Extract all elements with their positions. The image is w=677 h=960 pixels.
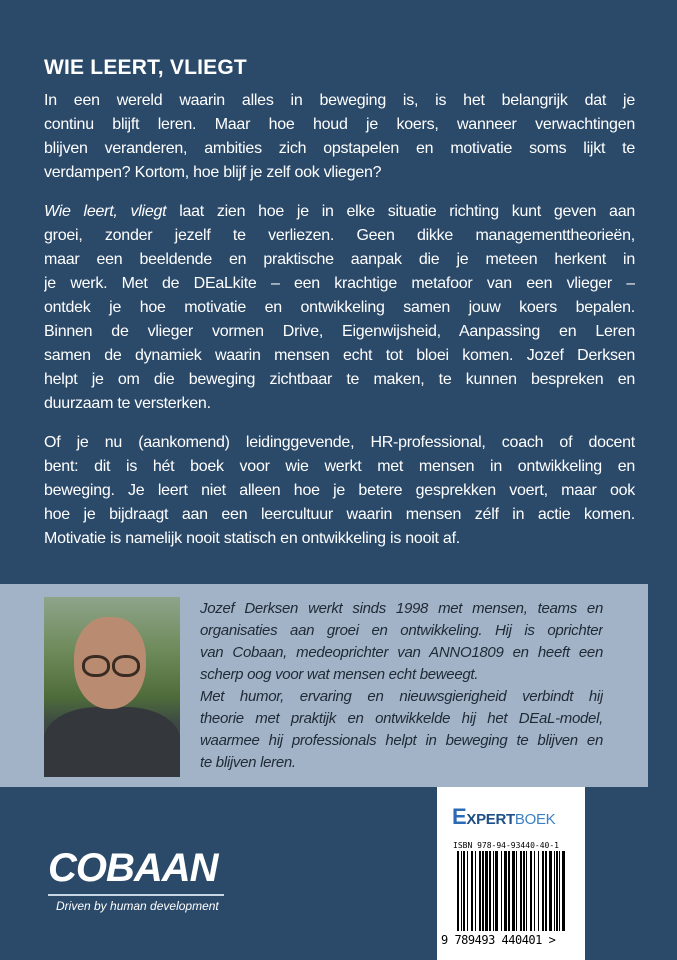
barcode-bar [471, 851, 473, 931]
bio-line: theorie met praktijk en ontwikkelde hij het DEaL-model, [200, 710, 603, 727]
text-line: hoe je bijdraagt aan een leercultuur waarin mensen zélf in actie komen. [44, 506, 635, 523]
barcode-bar [475, 851, 476, 931]
isbn-barcode-box [437, 787, 585, 960]
text-line: Binnen de vlieger vormen Drive, Eigenwijsheid, Aanpassing en Leren [44, 323, 635, 340]
text-line: maar een beeldende en praktische aanpak die je meteen herkent in [44, 251, 635, 268]
barcode-bar [559, 851, 560, 931]
publisher-logo: EXPERTBOEK [452, 804, 556, 829]
text-line: blijven veranderen, ambities zich opstapelen en motivatie soms lijkt te [44, 140, 635, 157]
text-line: bent: dit is hét boek voor wie werkt met mensen in ontwikkeling en [44, 458, 635, 475]
isbn-text: ISBN 978-94-93440-40-1 [453, 841, 559, 850]
description-paragraph [44, 200, 635, 416]
barcode-bar [489, 851, 491, 931]
barcode-number: 9 789493 440401 > [441, 933, 556, 947]
text-line: Motivatie is namelijk nooit statisch en ontwikkeling is nooit af. [44, 530, 460, 547]
text-line: je werk. Met de DEaLkite – een krachtige metafoor van een vlieger – [44, 275, 635, 292]
barcode-bar [512, 851, 515, 931]
barcode-bar [485, 851, 488, 931]
bio-line: van Cobaan, medeoprichter van ANNO1809 en heeft een [200, 644, 603, 661]
bio-line: Met humor, ervaring en nieuwsgierigheid verbindt hij [200, 688, 603, 705]
barcode-bar [493, 851, 494, 931]
text-line: groei, zonder jezelf te verliezen. Geen dikke managementtheorieën, [44, 227, 635, 244]
bio-line: Jozef Derksen werkt sinds 1998 met mensen, teams en [200, 600, 603, 617]
text-line: In een wereld waarin alles in beweging is, is het belangrijk dat je [44, 92, 635, 109]
bio-line: te blijven leren. [200, 754, 296, 771]
text-line: samen de dynamiek waarin mensen echt tot bloei komen. Jozef Derksen [44, 347, 635, 364]
barcode-bar [562, 851, 565, 931]
text-line: Wie leert, vliegt laat zien hoe je in elke situatie richting kunt geven aan [44, 203, 635, 220]
barcode-bar [516, 851, 517, 931]
cobaan-logo: COBAAN Driven by human development [48, 846, 224, 913]
barcode-bar [542, 851, 544, 931]
barcode-bar [461, 851, 462, 931]
barcode-bar [526, 851, 527, 931]
text-line: ontdek je hoe motivatie en ontwikkeling samen jouw koers bepalen. [44, 299, 635, 316]
author-photo [44, 597, 180, 777]
barcode-bar [530, 851, 532, 931]
barcode-bar [479, 851, 481, 931]
barcode-bar [501, 851, 502, 931]
barcode-bar [457, 851, 459, 931]
barcode-bar [523, 851, 525, 931]
barcode-bar [482, 851, 484, 931]
barcode-bar [520, 851, 522, 931]
text-line: helpt je om die beweging zichtbaar te maken, te kunnen bespreken en [44, 371, 635, 388]
barcode-bar [538, 851, 539, 931]
barcode-bar [463, 851, 465, 931]
text-line: continu blijft leren. Maar hoe houd je koers, wanneer verwachtingen [44, 116, 635, 133]
audience-paragraph [44, 431, 635, 551]
logo-tagline: Driven by human development [56, 899, 219, 913]
barcode-bar [534, 851, 535, 931]
barcode-bar [504, 851, 507, 931]
bio-line: organisaties aan groei en ontwikkeling. Hij is oprichter [200, 622, 603, 639]
back-cover-title: WIE LEERT, VLIEGT [44, 56, 247, 79]
author-bio [200, 598, 603, 774]
barcode-bar [508, 851, 510, 931]
barcode [457, 851, 567, 935]
text-line: verdampen? Kortom, hoe blijf je zelf ook vliegen? [44, 164, 382, 181]
barcode-bar [554, 851, 555, 931]
barcode-bar [495, 851, 498, 931]
text-line: duurzaam te versterken. [44, 395, 211, 412]
bio-line: scherp oog voor wat mensen echt beweegt. [200, 666, 479, 683]
barcode-bar [467, 851, 468, 931]
bio-line: waarmee hij professionals helpt in beweging te blijven en [200, 732, 603, 749]
barcode-bar [545, 851, 547, 931]
barcode-bar [549, 851, 552, 931]
text-line: Of je nu (aankomend) leidinggevende, HR-professional, coach of docent [44, 434, 635, 451]
text-line: beweging. Je leert niet alleen hoe je betere gesprekken voert, maar ook [44, 482, 635, 499]
barcode-bar [556, 851, 558, 931]
intro-paragraph [44, 89, 635, 185]
